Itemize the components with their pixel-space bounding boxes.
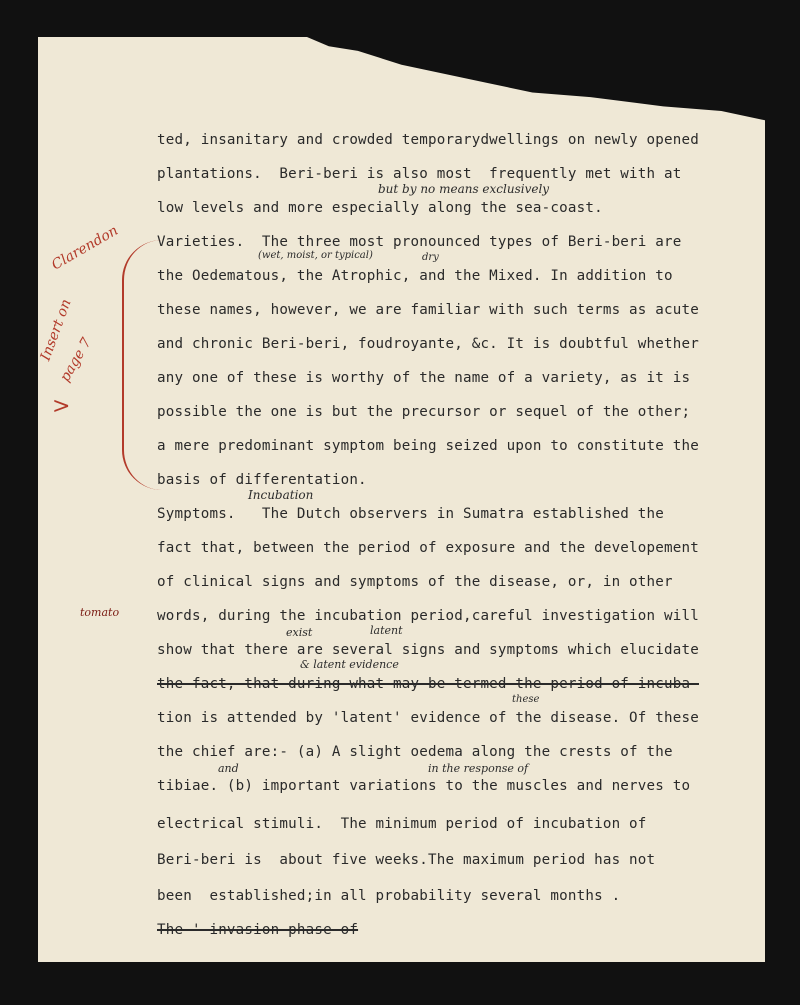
margin-note-clarendon: Clarendon (48, 222, 121, 274)
text-line-23: been established;in all probability several months . (157, 888, 621, 904)
text-line-16: show that there are several signs and symptoms which elucidate (157, 642, 699, 658)
annotation-wet-moist: (wet, moist, or typical) (258, 250, 373, 261)
text-line-22: Beri-beri is about five weeks.The maximum period has not (157, 852, 656, 868)
text-line-9: possible the one is but the precursor or sequel of the other; (157, 404, 691, 420)
text-line-15: words, during the incubation period,careful investigation will (157, 608, 699, 624)
text-line-5: the Oedematous, the Atrophic, and the Mixed. In addition to (157, 268, 673, 284)
annotation-but-by: but by no means exclusively (378, 182, 550, 196)
annotation-in-response: in the response of (428, 762, 529, 775)
text-line-13: fact that, between the period of exposure and the developement (157, 540, 699, 556)
annotation-latent-evidence: & latent evidence (300, 658, 399, 671)
text-line-7: and chronic Beri-beri, foudroyante, &c. It is doubtful whether (157, 336, 699, 352)
text-line-14: of clinical signs and symptoms of the disease, or, in other (157, 574, 673, 590)
annotation-and: and (218, 762, 239, 775)
text-line-6: these names, however, we are familiar with such terms as acute (157, 302, 699, 318)
text-line-12: Symptoms. The Dutch observers in Sumatra established the (157, 506, 665, 522)
annotation-incubation: Incubation (248, 488, 314, 502)
text-line-2: plantations. Beri-beri is also most frequently met with at (157, 166, 682, 182)
text-line-3: low levels and more especially along the sea-coast. (157, 200, 603, 216)
text-line-17-struck: the fact, that during what may be termed the period of incuba- (157, 676, 699, 692)
text-line-18: tion is attended by 'latent' evidence of the disease. Of these (157, 710, 699, 726)
text-line-4: Varieties. The three most pronounced types of Beri-beri are (157, 234, 682, 250)
text-line-19: the chief are:- (a) A slight oedema along the crests of the (157, 744, 673, 760)
margin-note-page-7: page 7 (57, 335, 95, 385)
annotation-dry: dry (422, 252, 439, 263)
text-line-8: any one of these is worthy of the name of a variety, as it is (157, 370, 691, 386)
text-line-20: tibiae. (b) important variations to the muscles and nerves to (157, 778, 691, 794)
red-margin-bracket (122, 240, 164, 490)
text-line-11: basis of differentation. (157, 472, 367, 488)
margin-note-tomato: tomato (80, 606, 120, 619)
text-line-10: a mere predominant symptom being seized upon to constitute the (157, 438, 699, 454)
margin-note-insert-on: Insert on (37, 297, 75, 363)
annotation-these: these (512, 694, 540, 705)
text-line-21: electrical stimuli. The minimum period of incubation of (157, 816, 647, 832)
annotation-latent: latent (370, 624, 403, 637)
text-line-1: ted, insanitary and crowded temporarydwellings on newly opened (157, 132, 699, 148)
margin-caret-mark: > (52, 394, 71, 419)
text-line-24-struck: The ' invasion phase of (157, 922, 359, 938)
annotation-exist: exist (286, 626, 313, 639)
